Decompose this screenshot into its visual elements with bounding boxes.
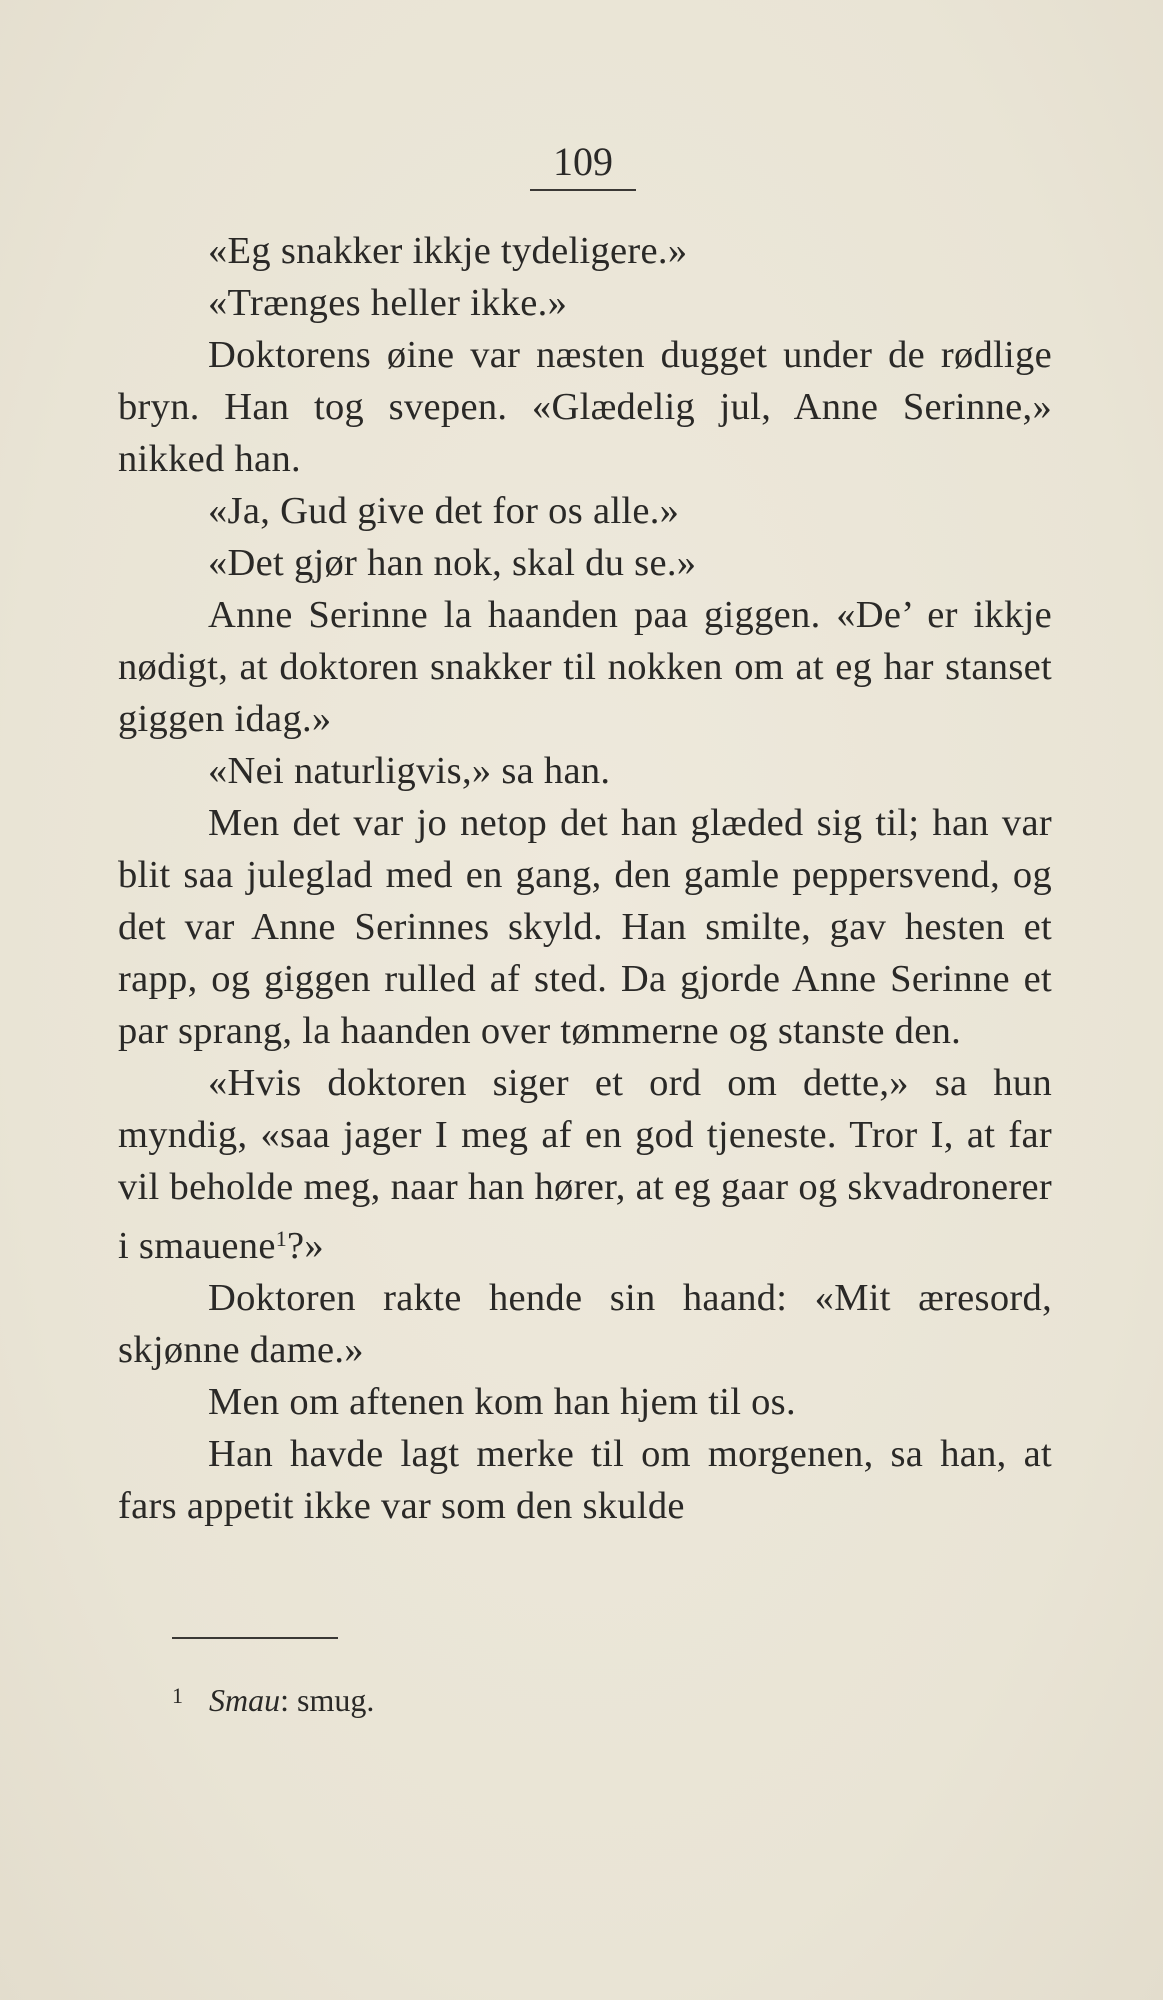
paragraph-8: Men det var jo netop det han glæded sig til; han var blit saa juleglad med en gang, den gamle peppersvend, og det var Anne Serinnes skyld. Han smilte, gav hesten et rapp, og giggen rulled af sted. Da gjorde Anne Serinne et par sprang, la haanden over tømmerne og stanste den.: [118, 802, 1052, 1052]
paragraph-1: «Eg snakker ikkje tydeligere.»: [208, 230, 688, 272]
body-text: [118, 225, 1052, 1532]
paragraph-5: «Det gjør han nok, skal du se.»: [208, 542, 697, 584]
footnote-reference: 1: [275, 1226, 288, 1251]
footnote-term: Smau: [209, 1682, 281, 1718]
paragraph-9-text: «Hvis doktoren siger et ord om dette,» sa hun myndig, «saa jager I meg af en god tjeneste. Tror I, at far vil beholde meg, naar han hører, at eg gaar og skvadronerer i smauene: [118, 1062, 1052, 1267]
footnote-mark: 1: [172, 1683, 183, 1708]
paragraph-12: Han havde lagt merke til om morgenen, sa han, at fars appetit ikke var som den skulde: [118, 1433, 1052, 1527]
paragraph-2: «Trænges heller ikke.»: [208, 282, 568, 324]
paragraph-7: «Nei naturligvis,» sa han.: [208, 750, 611, 792]
paragraph-3: Doktorens øine var næsten dugget under de rødlige bryn. Han tog svepen. «Glædelig jul, Anne Serinne,» nikked han.: [118, 334, 1052, 480]
page-number: 109: [553, 139, 613, 184]
paragraph-9: [118, 1057, 1052, 1272]
footnote-separator: [172, 1637, 338, 1639]
paragraph-9-closing: ?»: [287, 1225, 324, 1267]
paragraph-11: Men om aftenen kom han hjem til os.: [208, 1381, 796, 1423]
paragraph-6: Anne Serinne la haanden paa giggen. «De’ er ikkje nødigt, at doktoren snakker til nokken om at eg har stanset giggen idag.»: [118, 594, 1052, 740]
paragraph-4: «Ja, Gud give det for os alle.»: [208, 490, 680, 532]
paragraph-10: Doktoren rakte hende sin haand: «Mit æresord, skjønne dame.»: [118, 1277, 1052, 1371]
footnote: [172, 1676, 772, 1720]
footnote-text: : smug.: [280, 1682, 375, 1718]
page-number-underline: [530, 189, 636, 191]
